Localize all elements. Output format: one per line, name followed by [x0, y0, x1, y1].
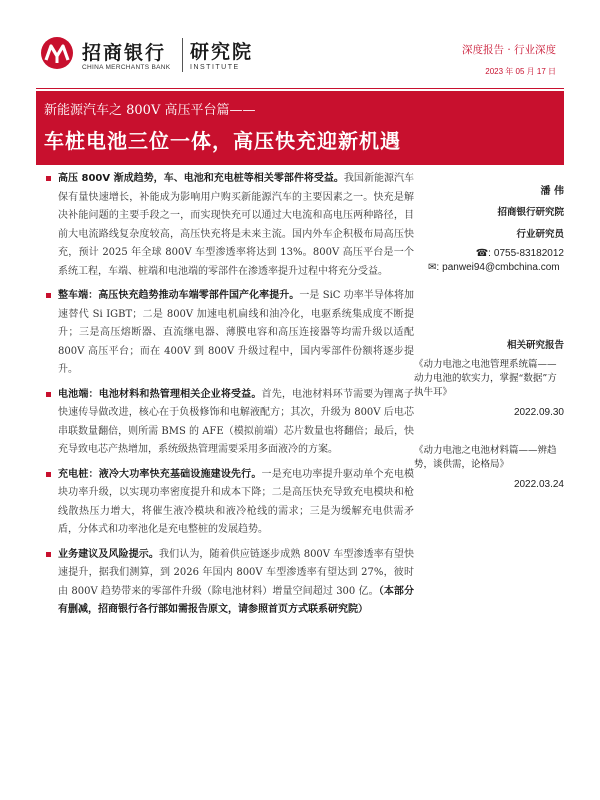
summary-paragraph	[44, 170, 414, 281]
analyst-phone	[476, 248, 564, 259]
analyst-email	[428, 262, 560, 273]
summary-body	[44, 170, 414, 626]
analyst-name: 潘 伟	[540, 186, 564, 197]
paragraph-lead: 电池端：电池材料和热管理相关企业将受益。	[58, 388, 262, 400]
bullet-square-icon	[46, 176, 51, 181]
paragraph-lead: 业务建议及风险提示。	[58, 548, 160, 560]
report-date: 2023 年 05 月 17 日	[485, 67, 556, 76]
related-report-date: 2022.03.24	[513, 479, 564, 490]
brand-name-en: CHINA MERCHANTS BANK	[82, 64, 171, 71]
paragraph-text: 我们认为，随着供应链逐步成熟 800V 车型渗透率有望快速提升，据我们测算，到 2026 年国内 800V 车型渗透率有望达到 27%，彼时由 800V 趋势带来的零部件升级（除电池材料）增量空间超过 300 亿。	[58, 548, 415, 597]
phone-icon: ☎:	[475, 248, 491, 259]
paragraph-text: 我国新能源汽车保有量快速增长，补能成为影响用户购买新能源汽车的主要因素之一。快充是解决补能问题的主要手段之一，而实现快充可以通过大电流和高电压两种路径，目前大电流路线复杂度较高，高压快充将是未来主流。国内外车企积极布局高压快充，预计 2025 年全球 800V 车型渗透率将达到 13%。800V 高压平台是一个系统工程，车端、桩端和电池端的零部件在渗透率提升过程中将充分受益。	[58, 173, 414, 277]
paragraph-text: 首先，电池材料环节需要为锂离子快速传导做改进，核心在于负极修饰和电解液配方；其次，升级为 800V 后电芯串联数量翻倍，则所需 BMS 的 AFE（模拟前端）芯片数量也将翻倍；最后，快充导致电芯产热增加，系统级热管理需要采用多面液冷的方案。	[58, 388, 415, 455]
institute-name: 研究院	[190, 41, 254, 63]
page-title: 车桩电池三位一体，高压快充迎新机遇	[44, 129, 401, 153]
email-address[interactable]: panwei94@cmbchina.com	[442, 262, 560, 273]
cmb-logo-icon	[40, 36, 74, 70]
paragraph-lead: 充电桩：液冷大功率快充基础设施建设先行。	[58, 468, 262, 480]
summary-paragraph	[44, 546, 414, 620]
mail-icon: ✉:	[428, 262, 440, 273]
summary-paragraph	[44, 466, 414, 540]
bullet-square-icon	[46, 552, 51, 557]
summary-paragraph	[44, 386, 414, 460]
related-report-item[interactable]	[414, 444, 564, 492]
brand-name: 招商银行	[82, 42, 167, 64]
bullet-square-icon	[46, 472, 51, 477]
paragraph-lead: 高压 800V 渐成趋势，车、电池和充电桩等相关零部件将受益。	[58, 173, 344, 184]
paragraph-text: 一是 SiC 功率半导体将加速替代 Si IGBT；二是 800V 加速电机扁线和油冷化，电驱系统集成度不断提升；三是高压熔断器、直流继电器、薄膜电容和高压连接器等均需升级以适配 800V 高压平台；而在 400V 到 800V 升级过程中，国内零部件份额将逐步提升。	[58, 290, 415, 375]
banner-subtitle: 新能源汽车之 800V 高压平台篇——	[44, 103, 256, 118]
related-report-title[interactable]: 《动力电池之电池管理系统篇——动力电池的软实力，掌握“数据”方执牛耳》	[414, 359, 557, 398]
paragraph-note: （本部分有删减，招商银行各行部如需报告原文，请参照首页方式联系研究院）	[58, 585, 414, 615]
analyst-role: 行业研究员	[516, 229, 564, 240]
phone-number: 0755-83182012	[493, 248, 564, 259]
related-report-item[interactable]	[414, 358, 564, 420]
header-divider	[36, 88, 564, 89]
related-report-date: 2022.09.30	[513, 407, 564, 418]
paragraph-text: 一是充电功率提升驱动单个充电模块功率升级，以实现功率密度提升和成本下降；二是高压快充导致充电模块和枪线散热压力增大，将催生液冷模块和液冷枪线的需求；三是为缓解充电供需矛盾，分体式和功率池化是充电整桩的发展趋势。	[58, 468, 415, 535]
analyst-org: 招商银行研究院	[497, 207, 564, 218]
brand-divider	[182, 38, 183, 72]
report-type: 深度报告 · 行业深度	[461, 44, 556, 56]
page-header	[0, 0, 600, 90]
title-banner	[36, 91, 564, 165]
summary-paragraph	[44, 287, 414, 380]
bullet-square-icon	[46, 392, 51, 397]
institute-name-en: INSTITUTE	[190, 64, 240, 71]
bullet-square-icon	[46, 293, 51, 298]
related-reports-header: 相关研究报告	[506, 340, 564, 351]
related-report-title[interactable]: 《动力电池之电池材料篇——辨趋势，谈供需，论格局》	[414, 445, 557, 470]
paragraph-lead: 整车端：高压快充趋势推动车端零部件国产化率提升。	[58, 290, 300, 301]
